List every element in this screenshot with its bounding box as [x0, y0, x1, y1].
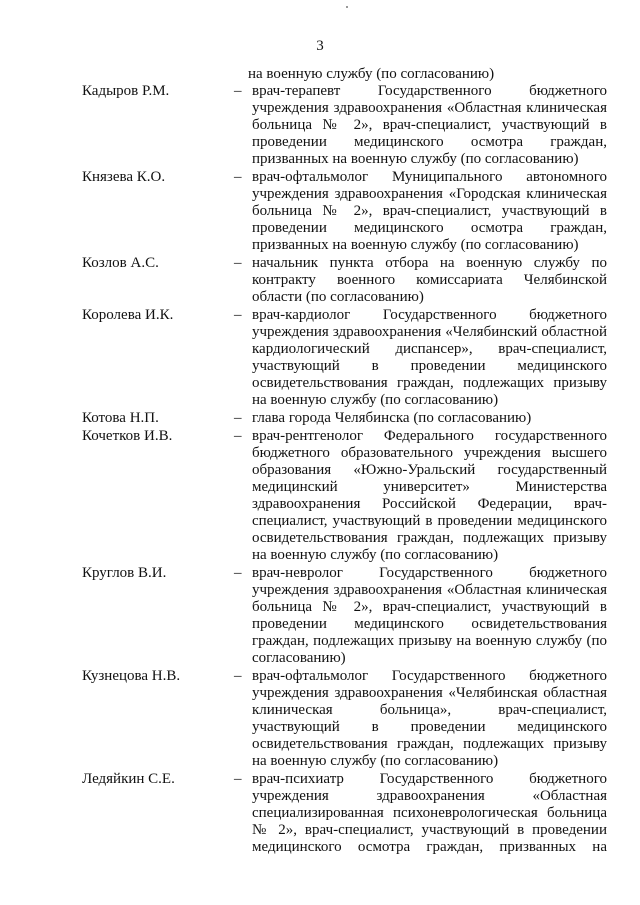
page-number: 3	[316, 38, 324, 54]
member-name: Королева И.К.	[82, 307, 174, 323]
member-role: глава города Челябинска (по согласованию)	[252, 410, 532, 426]
member-name: Кузнецова Н.В.	[82, 668, 181, 684]
member-role: врач-кардиолог Государственного бюджетного учреждения здравоохранения «Челябинский областной кардиологический диспансер», врач-специалист, участвующий в проведении медицинского освидетельствования граждан, подлежащих призыву на военную службу (по согласованию)	[252, 307, 607, 408]
dash: –	[234, 771, 242, 787]
member-name: Круглов В.И.	[82, 565, 167, 581]
dash: –	[234, 169, 242, 185]
dash: –	[234, 255, 242, 271]
scan-dot	[346, 6, 348, 8]
list-item	[82, 565, 607, 667]
dash: –	[234, 565, 242, 581]
member-name: Князева К.О.	[82, 169, 166, 185]
list-item	[82, 83, 607, 168]
dash: –	[234, 83, 242, 99]
member-role: врач-рентгенолог Федерального государственного бюджетного образовательного учреждения высшего образования «Южно-Уральский государственный медицинский университет» Министерства здравоохранения Российской Федерации, врач-специалист, участвующий в проведении медицинского освидетельствования граждан, подлежащих призыву на военную службу (по согласованию)	[252, 428, 607, 563]
member-list	[82, 83, 607, 857]
list-item	[82, 668, 607, 770]
list-item	[82, 307, 607, 409]
list-item	[82, 255, 607, 306]
dash: –	[234, 668, 242, 684]
member-role: начальник пункта отбора на военную службу по контракту военного комиссариата Челябинской области (по согласованию)	[252, 255, 607, 305]
list-item	[82, 410, 607, 427]
member-name: Козлов А.С.	[82, 255, 159, 271]
dash: –	[234, 410, 242, 426]
list-item	[82, 169, 607, 254]
member-role: врач-офтальмолог Муниципального автономного учреждения здравоохранения «Городская клиническая больница № 2», врач-специалист, участвующий в проведении медицинского осмотра граждан, призванных на военную службу (по согласованию)	[252, 169, 607, 253]
member-role: врач-психиатр Государственного бюджетного учреждения здравоохранения «Областная специализированная психоневрологическая больница № 2», врач-специалист, участвующий в проведении медицинского осмотра граждан, призванных на	[252, 771, 607, 855]
member-role: врач-невролог Государственного бюджетного учреждения здравоохранения «Областная клиническая больница № 2», врач-специалист, участвующий в проведении медицинского освидетельствования граждан, подлежащих призыву на военную службу (по согласованию)	[252, 565, 607, 666]
member-role: врач-терапевт Государственного бюджетного учреждения здравоохранения «Областная клиническая больница № 2», врач-специалист, участвующий в проведении медицинского осмотра граждан, призванных на военную службу (по согласованию)	[252, 83, 607, 167]
continuation-line: на военную службу (по согласованию)	[248, 66, 495, 82]
member-name: Котова Н.П.	[82, 410, 159, 426]
member-role: врач-офтальмолог Государственного бюджетного учреждения здравоохранения «Челябинская областная клиническая больница», врач-специалист, участвующий в проведении медицинского освидетельствования граждан, подлежащих призыву на военную службу (по согласованию)	[252, 668, 607, 769]
list-item	[82, 428, 607, 564]
member-name: Кадыров Р.М.	[82, 83, 170, 99]
dash: –	[234, 307, 242, 323]
dash: –	[234, 428, 242, 444]
member-name: Ледяйкин С.Е.	[82, 771, 175, 787]
list-item	[82, 771, 607, 856]
member-name: Кочетков И.В.	[82, 428, 173, 444]
